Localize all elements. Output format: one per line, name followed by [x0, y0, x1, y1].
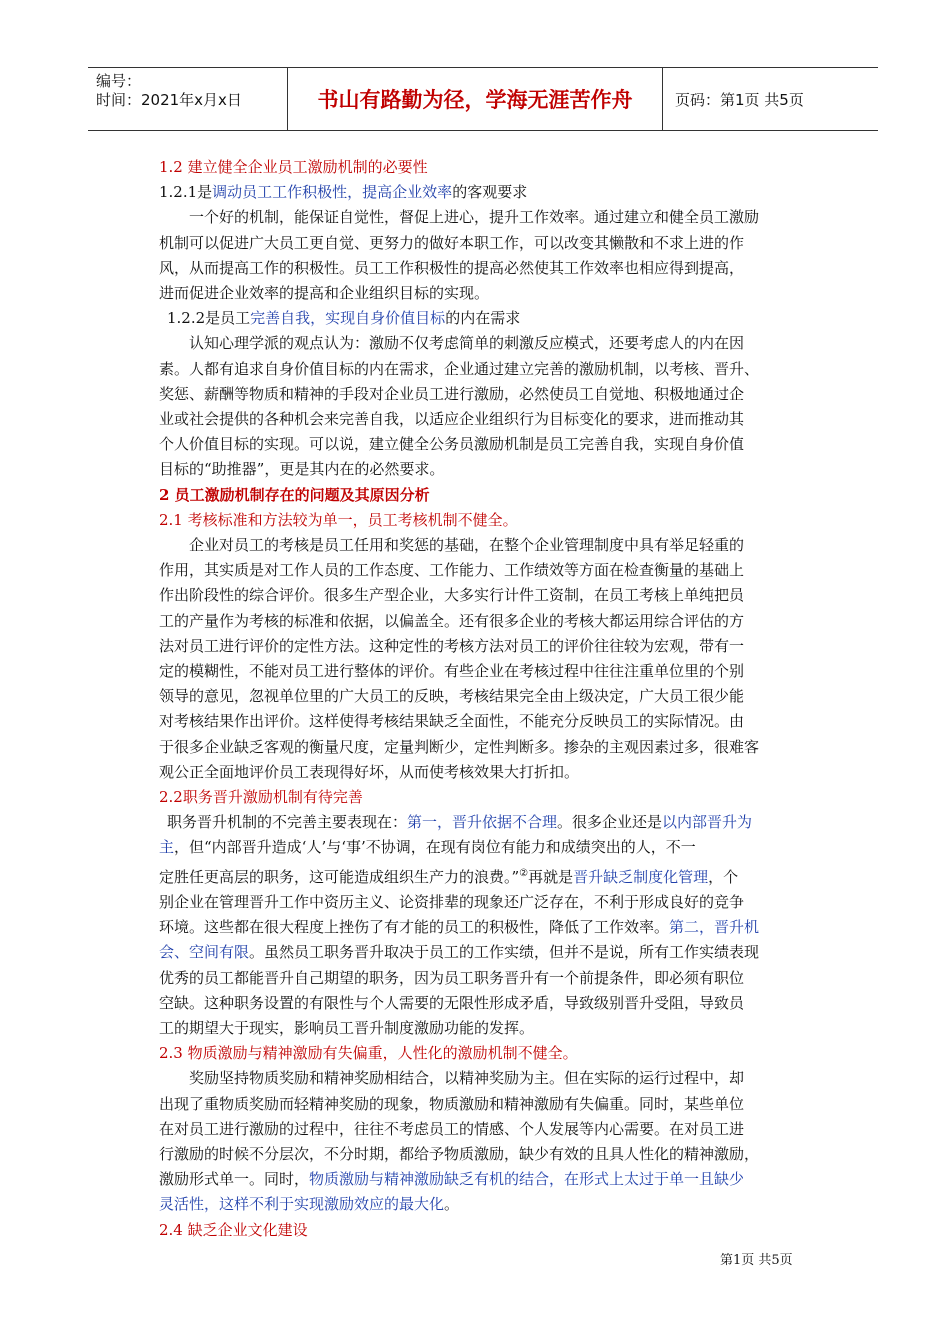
text-highlight: 以内部晋升为 [662, 813, 753, 832]
text-line: 目标的“助推器”，更是其内在的必然要求。 [159, 460, 445, 479]
heading-prefix: 1.2.2是员工 [167, 309, 251, 328]
text-run: 再就是 [528, 867, 574, 886]
subsection-heading-1-2-1 [159, 180, 809, 205]
text-run: 定胜任更高层的职务，这可能造成组织生产力的浪费。” [159, 867, 520, 886]
text-line: 在对员工进行激励的过程中，往往不考虑员工的情感、个人发展等内心需要。在对员工进 [159, 1119, 745, 1138]
text-line: 素。人都有追求自身价值目标的内在需求，企业通过建立完善的激励机制，以考核、晋升、 [159, 359, 760, 378]
text-line: 企业对员工的考核是员工任用和奖惩的基础，在整个企业管理制度中具有举足轻重的 [189, 536, 745, 555]
text-highlight: 第二，晋升机 [669, 918, 760, 937]
text-run: 激励形式单一。同时， [159, 1170, 310, 1189]
text-line: 法对员工进行评价的定性方法。这种定性的考核方法对员工的评价往往较为宏观，带有一 [159, 636, 745, 655]
text-line: 领导的意见，忽视单位里的广大员工的反映，考核结果完全由上级决定，广大员工很少能 [159, 687, 745, 706]
text-line: 别企业在管理晋升工作中资历主义、论资排辈的现象还广泛存在，不利于形成良好的竞争 [159, 892, 745, 911]
text-line: 作用，其实质是对工作人员的工作态度、工作能力、工作绩效等方面在检查衡量的基础上 [159, 561, 745, 580]
heading-suffix: 的内在需求 [445, 309, 521, 328]
text-run: ，但“内部晋升造成‘人’与‘事’不协调，在现有岗位有能力和成绩突出的人，不一 [174, 838, 696, 857]
heading-highlight: 完善自我，实现自身价值目标 [250, 309, 446, 328]
text-line [159, 915, 809, 940]
text-line: 于很多企业缺乏客观的衡量尺度，定量判断少，定性判断多。掺杂的主观因素过多，很难客 [159, 737, 760, 756]
text-line: 行激励的时候不分层次，不分时期，都给予物质激励，缺少有效的且具人性化的精神激励， [159, 1144, 760, 1163]
subsection-heading-1-2-2 [159, 306, 809, 331]
paragraph-4 [159, 810, 809, 1041]
text-line [159, 861, 809, 890]
text-run: 。很多企业还是 [557, 813, 663, 832]
footnote-marker: ② [519, 867, 529, 879]
paragraph-5 [159, 1066, 809, 1217]
text-highlight: 会、空间有限 [159, 943, 250, 962]
paragraph-3 [159, 533, 809, 785]
text-line: 一个好的机制，能保证自觉性，督促上进心，提升工作效率。通过建立和健全员工激励 [189, 208, 760, 227]
text-line: 空缺。这种职务设置的有限性与个人需要的无限性形成矛盾，导致级别晋升受阻，导致员 [159, 993, 745, 1012]
text-highlight: 灵活性，这样不利于实现激励效应的最大化 [159, 1195, 445, 1214]
text-run: 。虽然员工职务晋升取决于员工的工作实绩，但并不是说，所有工作实绩表现 [249, 943, 760, 962]
text-line: 工的期望大于现实，影响员工晋升制度激励功能的发挥。 [159, 1018, 535, 1037]
document-body [159, 155, 809, 1243]
text-line: 业或社会提供的各种机会来完善自我，以适应企业组织行为目标变化的要求，进而推动其 [159, 410, 745, 429]
paragraph-2 [159, 331, 809, 482]
section-heading-2-1: 2.1 考核标准和方法较为单一，员工考核机制不健全。 [159, 510, 518, 529]
section-heading-2-2: 2.2职务晋升激励机制有待完善 [159, 788, 363, 807]
text-line: 作出阶段性的综合评价。很多生产型企业，大多实行计件工资制，在员工考核上单纯把员 [159, 586, 745, 605]
text-highlight: 晋升缺乏制度化管理 [573, 867, 709, 886]
text-line: 对考核结果作出评价。这样使得考核结果缺乏全面性，不能充分反映员工的实际情况。由 [159, 712, 745, 731]
text-line [159, 1167, 809, 1192]
heading-prefix: 1.2.1是 [159, 183, 213, 202]
page-footer: 第1页 共5页 [720, 1253, 793, 1268]
text-line: 个人价值目标的实现。可以说，建立健全公务员激励机制是员工完善自我，实现自身价值 [159, 435, 745, 454]
text-line: 出现了重物质奖励而轻精神奖励的现象，物质激励和精神激励有失偏重。同时，某些单位 [159, 1094, 745, 1113]
header-meta [88, 68, 288, 130]
heading-highlight: 调动员工工作积极性，提高企业效率 [212, 183, 453, 202]
text-line: 定的模糊性，不能对员工进行整体的评价。有些企业在考核过程中往往注重单位里的个别 [159, 662, 745, 681]
text-line: 优秀的员工都能晋升自己期望的职务，因为员工职务晋升有一个前提条件，即必须有职位 [159, 968, 745, 987]
section-heading-2-4: 2.4 缺乏企业文化建设 [159, 1220, 308, 1239]
text-line [159, 940, 809, 965]
text-line [159, 1192, 809, 1217]
number-label: 编号： [96, 72, 142, 90]
header-page-label: 页码：第1页 共5页 [675, 90, 804, 109]
text-run: 职务晋升机制的不完善主要表现在： [167, 813, 408, 832]
text-line: 机制可以促进广大员工更自觉、更努力的做好本职工作，可以改变其懒散和不求上进的作 [159, 233, 745, 252]
text-line [159, 835, 809, 860]
text-line: 奖惩、薪酬等物质和精神的手段对企业员工进行激励，必然使员工自觉地、积极地通过企 [159, 384, 745, 403]
text-highlight: 主 [159, 838, 175, 857]
paragraph-1 [159, 205, 809, 306]
header-motto: 书山有路勤为径，学海无涯苦作舟 [288, 68, 663, 130]
section-heading-2: 2 员工激励机制存在的问题及其原因分析 [159, 485, 430, 504]
text-line [159, 810, 809, 835]
text-line: 观公正全面地评价员工表现得好坏，从而使考核效果大打折扣。 [159, 762, 580, 781]
text-highlight: 第一，晋升依据不合理 [407, 813, 558, 832]
text-line: 进而促进企业效率的提高和企业组织目标的实现。 [159, 284, 490, 303]
text-line: 工的产量作为考核的标准和依据，以偏盖全。还有很多企业的考核大都运用综合评估的方 [159, 611, 745, 630]
text-highlight: 物质激励与精神激励缺乏有机的结合，在形式上太过于单一且缺少 [309, 1170, 745, 1189]
text-line: 风，从而提高工作的积极性。员工工作积极性的提高必然使其工作效率也相应得到提高， [159, 258, 745, 277]
heading-suffix: 的客观要求 [452, 183, 528, 202]
time-label: 时间：2021年x月x日 [96, 91, 242, 109]
page-header [88, 67, 878, 131]
text-run: ，个 [708, 867, 739, 886]
text-line: 奖励坚持物质奖励和精神奖励相结合，以精神奖励为主。但在实际的运行过程中，却 [189, 1069, 745, 1088]
text-run: 环境。这些都在很大程度上挫伤了有才能的员工的积极性，降低了工作效率。 [159, 918, 670, 937]
text-line: 认知心理学派的观点认为：激励不仅考虑简单的刺激反应模式，还要考虑人的内在因 [189, 334, 745, 353]
section-heading-1-2: 1.2 建立健全企业员工激励机制的必要性 [159, 158, 428, 176]
section-heading-2-3: 2.3 物质激励与精神激励有失偏重，人性化的激励机制不健全。 [159, 1044, 578, 1063]
text-run: 。 [444, 1195, 460, 1214]
